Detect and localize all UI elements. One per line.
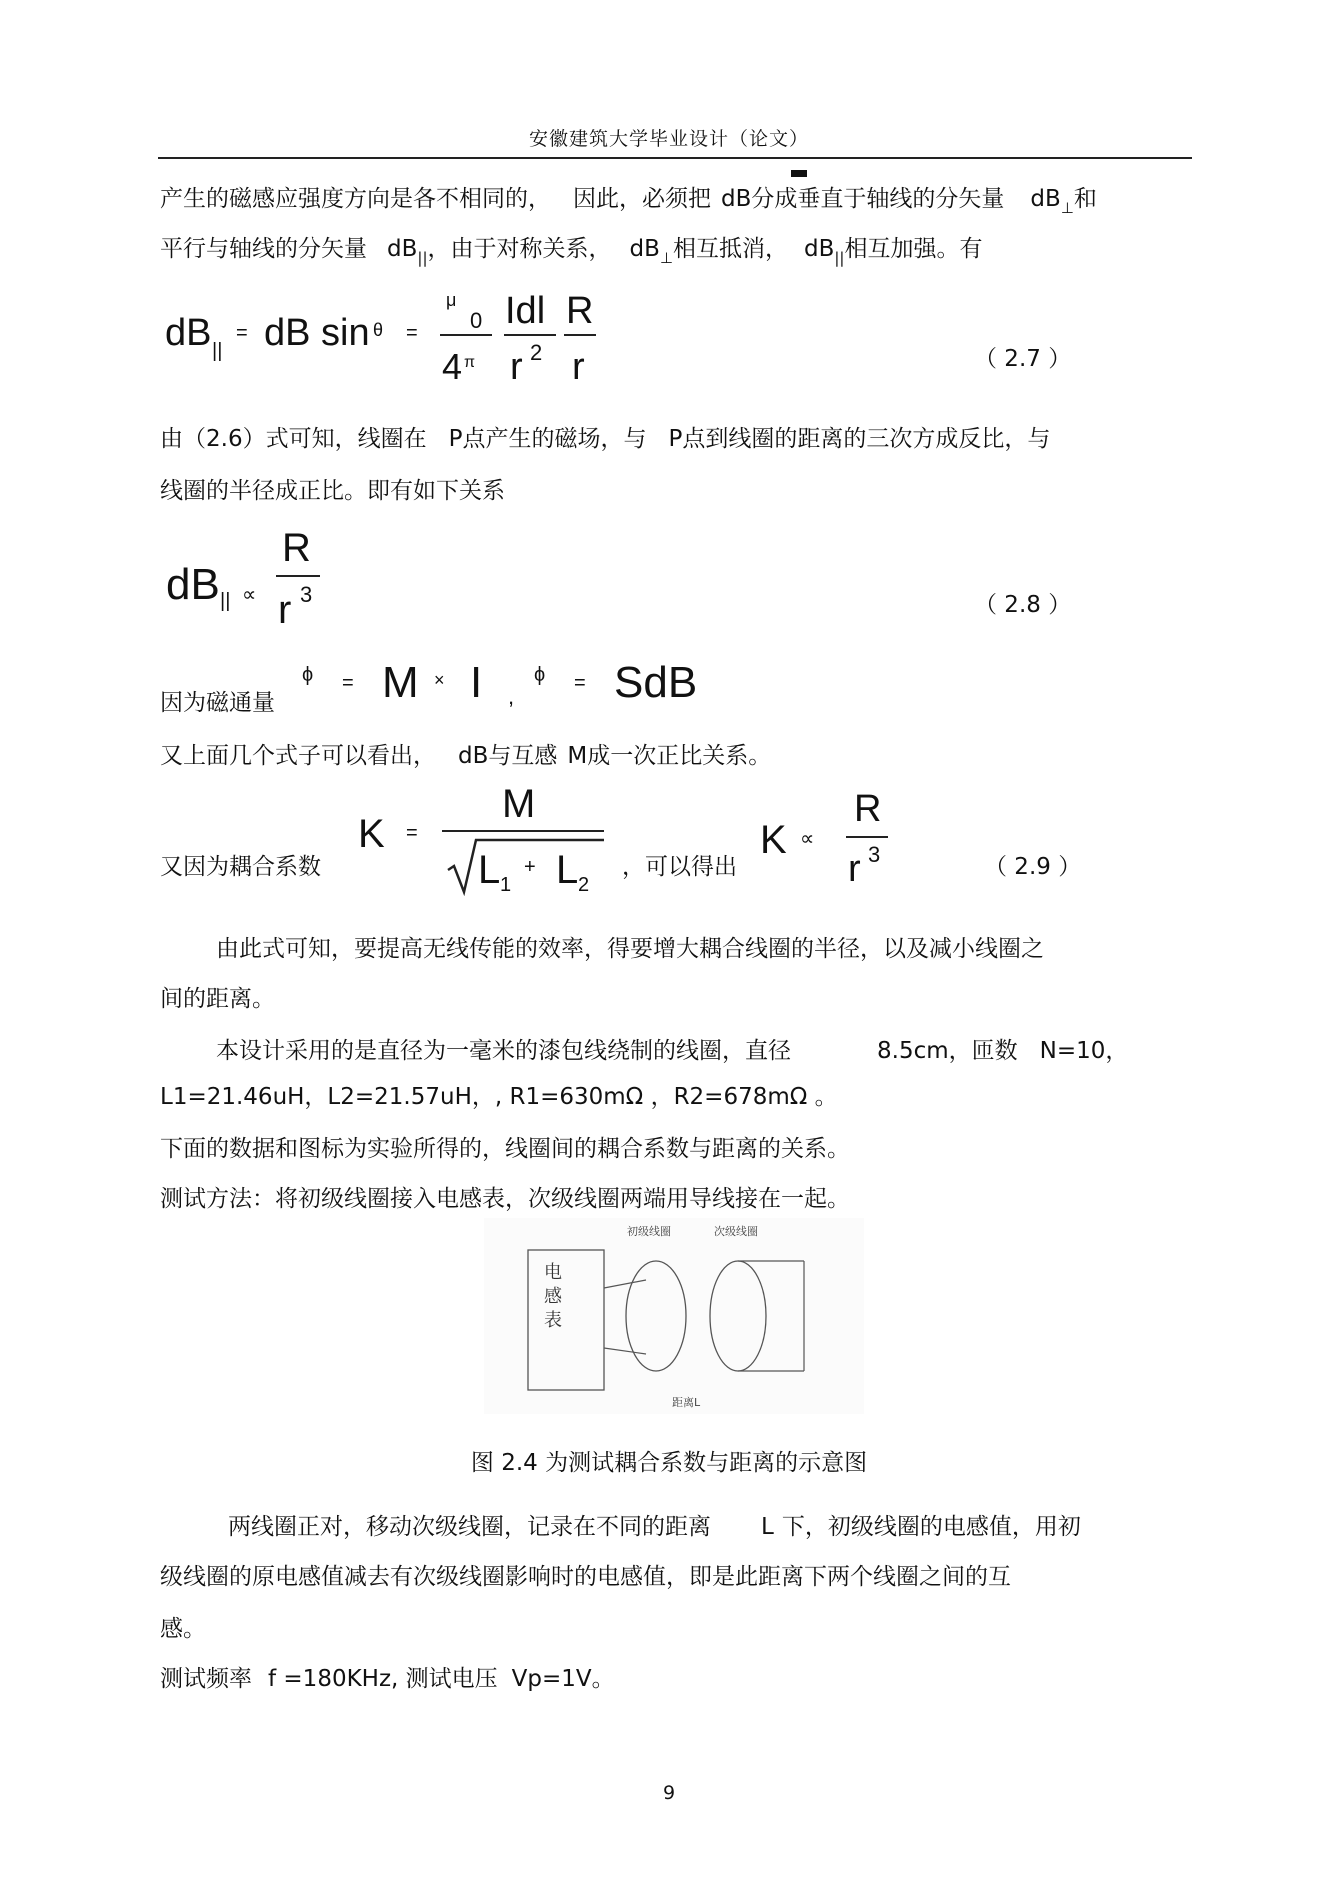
label-distance: 距离L <box>672 1396 701 1409</box>
text-run: 因此，必须把 <box>573 186 711 212</box>
eq-R: R <box>566 290 594 332</box>
figure-background <box>484 1218 864 1414</box>
symbol-dB-perp: dB <box>629 236 660 262</box>
meter-char: 表 <box>544 1310 562 1331</box>
text-run: 由（ <box>160 426 206 452</box>
fraction-bar <box>504 334 556 336</box>
text-run: Vp=1V。 <box>511 1666 615 1692</box>
equation-number: （ 2.7 ） <box>974 346 1072 372</box>
eq-lhs-sub: || <box>220 590 231 612</box>
eq-equals: = <box>574 672 586 694</box>
eq-times: × <box>434 670 445 690</box>
text-run: 分成垂直于轴线的分矢量 <box>751 186 1005 212</box>
text-run: ，由于对称关系， <box>427 236 612 262</box>
eq-phi: ϕ <box>534 664 546 686</box>
paragraph-line-2 <box>160 230 983 267</box>
eq-four: 4 <box>442 346 463 387</box>
fraction-bar <box>276 575 320 577</box>
paragraph-line-4: 线圈的半径成正比。即有如下关系 <box>160 478 505 504</box>
eq-R: R <box>854 788 882 830</box>
paragraph-line-17 <box>160 1660 615 1693</box>
eq-plus: + <box>524 856 536 878</box>
paragraph-line-8: 由此式可知，要提高无线传能的效率，得要增大耦合线圈的半径，以及减小线圈之 <box>216 936 1044 962</box>
label-primary-coil: 初级线圈 <box>627 1225 671 1238</box>
eq-lhs: dB <box>166 560 220 609</box>
paragraph-line-10 <box>216 1032 1128 1065</box>
text-run: 下，初级线圈的电感值，用初 <box>781 1514 1081 1540</box>
eq-r: r <box>848 848 861 890</box>
text-run: 测试频率 <box>160 1666 252 1692</box>
eq-proportional: ∝ <box>242 584 257 606</box>
header-rule <box>158 157 1192 159</box>
eq-proportional: ∝ <box>800 828 815 850</box>
subscript-parallel: || <box>417 249 428 267</box>
text-run: 两线圈正对，移动次级线圈，记录在不同的距离 <box>228 1514 711 1540</box>
text-run: 成一次正比关系。 <box>587 743 772 769</box>
paragraph-line-13: 测试方法：将初级线圈接入电感表，次级线圈两端用导线接在一起。 <box>160 1186 850 1212</box>
eq-lhs: dB <box>165 312 212 354</box>
equation-number: （ 2.9 ） <box>984 854 1082 880</box>
eq-square: 2 <box>530 340 543 365</box>
fraction-bar <box>442 830 604 832</box>
page-number: 9 <box>662 1782 676 1804</box>
eq-pi: π <box>464 354 476 371</box>
symbol-dB-perp: dB <box>1030 186 1061 212</box>
fraction-bar <box>846 836 888 838</box>
text-run: 点产生的磁场，与 <box>462 426 647 452</box>
paragraph-line-9: 间的距离。 <box>160 986 275 1012</box>
fraction-bar <box>440 334 492 336</box>
eq-r: r <box>510 346 523 388</box>
eq-phi: ϕ <box>302 664 314 686</box>
text-run: 点到线圈的距离的三次方成反比，与 <box>682 426 1051 452</box>
eq-cube: 3 <box>300 582 313 607</box>
eq-dB-sin: dB sin <box>264 312 370 354</box>
symbol-dB-parallel: dB <box>387 236 418 262</box>
eq-equals: = <box>406 822 418 844</box>
text-run: P <box>668 426 683 452</box>
label-secondary-coil: 次级线圈 <box>714 1225 758 1238</box>
text-run: 与互感 <box>488 743 558 769</box>
subscript-perp: ⊥ <box>1060 199 1074 217</box>
eq-L2-sub: 2 <box>578 874 590 896</box>
symbol-dB-parallel: dB <box>803 236 835 262</box>
text-run: 平行与轴线的分矢量 <box>160 236 367 262</box>
eq-SdB: SdB <box>614 658 698 707</box>
text-run: M <box>567 743 588 769</box>
text-run: N=10， <box>1039 1038 1129 1064</box>
eq-K: K <box>358 812 385 856</box>
text-run: 产生的磁感应强度方向是各不相同的， <box>160 186 551 212</box>
eq-r: r <box>572 346 585 388</box>
text-run: ）式可知，线圈在 <box>242 426 427 452</box>
paragraph-line-14 <box>228 1508 1081 1541</box>
text-run: 相互加强。有 <box>844 236 983 262</box>
paragraph-line-16: 感。 <box>160 1616 206 1642</box>
paragraph-line-5: 因为磁通量 <box>160 690 275 716</box>
eq-mu-sub: 0 <box>470 308 483 333</box>
eq-M: M <box>382 658 419 707</box>
eq-L2: L <box>556 848 579 892</box>
eq-Idl: Idl <box>505 290 546 332</box>
paragraph-line-7b: ，可以得出 <box>622 854 737 880</box>
text-run: 相互抵消， <box>672 236 788 262</box>
meter-char: 电 <box>544 1262 562 1283</box>
eq-equals: = <box>236 322 248 344</box>
text-run: P <box>448 426 463 452</box>
paragraph-line-11: L1=21.46uH，L2=21.57uH，, R1=630mΩ ，R2=678mΩ 。 <box>160 1084 838 1110</box>
eq-M: M <box>502 782 536 826</box>
eq-equals: = <box>406 322 418 344</box>
text-run: 8.5cm，匝数 <box>877 1038 1018 1064</box>
eq-lhs-sub: || <box>212 340 223 362</box>
fraction-bar <box>564 334 596 336</box>
text-run: L <box>761 1514 774 1540</box>
paragraph-line-15: 级线圈的原电感值减去有次级线圈影响时的电感值，即是此距离下两个线圈之间的互 <box>160 1564 1011 1590</box>
subscript-parallel: || <box>834 249 845 267</box>
paragraph-line-1 <box>160 180 1097 217</box>
paragraph-line-7a: 又因为耦合系数 <box>160 854 321 880</box>
subscript-perp: ⊥ <box>659 249 673 267</box>
eq-K: K <box>760 818 787 862</box>
text-run: 2.6 <box>206 426 243 452</box>
text-run: f =180KHz, 测试电压 <box>268 1666 498 1692</box>
text-run: 和 <box>1073 186 1097 212</box>
eq-R: R <box>282 526 311 570</box>
paragraph-line-12: 下面的数据和图标为实验所得的，线圈间的耦合系数与距离的关系。 <box>160 1136 850 1162</box>
vector-dB: dB <box>721 186 752 212</box>
figure-caption: 图 2.4 为测试耦合系数与距离的示意图 <box>470 1450 868 1476</box>
paragraph-line-3 <box>160 420 1050 453</box>
text-run: dB <box>458 743 489 769</box>
meter-char: 感 <box>544 1286 562 1307</box>
text-run: 本设计采用的是直径为一毫米的漆包线绕制的线圈，直径 <box>216 1038 791 1064</box>
eq-cube: 3 <box>868 842 881 867</box>
paragraph-line-6 <box>160 737 771 770</box>
eq-comma: , <box>508 684 515 709</box>
eq-theta: θ <box>373 320 384 340</box>
eq-I: I <box>470 658 483 707</box>
equation-number: （ 2.8 ） <box>974 592 1072 618</box>
eq-L1-sub: 1 <box>500 874 512 896</box>
running-header: 安徽建筑大学毕业设计（论文） <box>528 128 809 150</box>
eq-L1: L <box>478 848 501 892</box>
eq-equals: = <box>342 672 354 694</box>
figure-coil-test-diagram <box>484 1218 864 1414</box>
vector-overbar <box>791 170 807 177</box>
eq-r: r <box>278 588 292 632</box>
text-run: 又上面几个式子可以看出， <box>160 743 436 769</box>
eq-mu: μ <box>446 290 457 310</box>
